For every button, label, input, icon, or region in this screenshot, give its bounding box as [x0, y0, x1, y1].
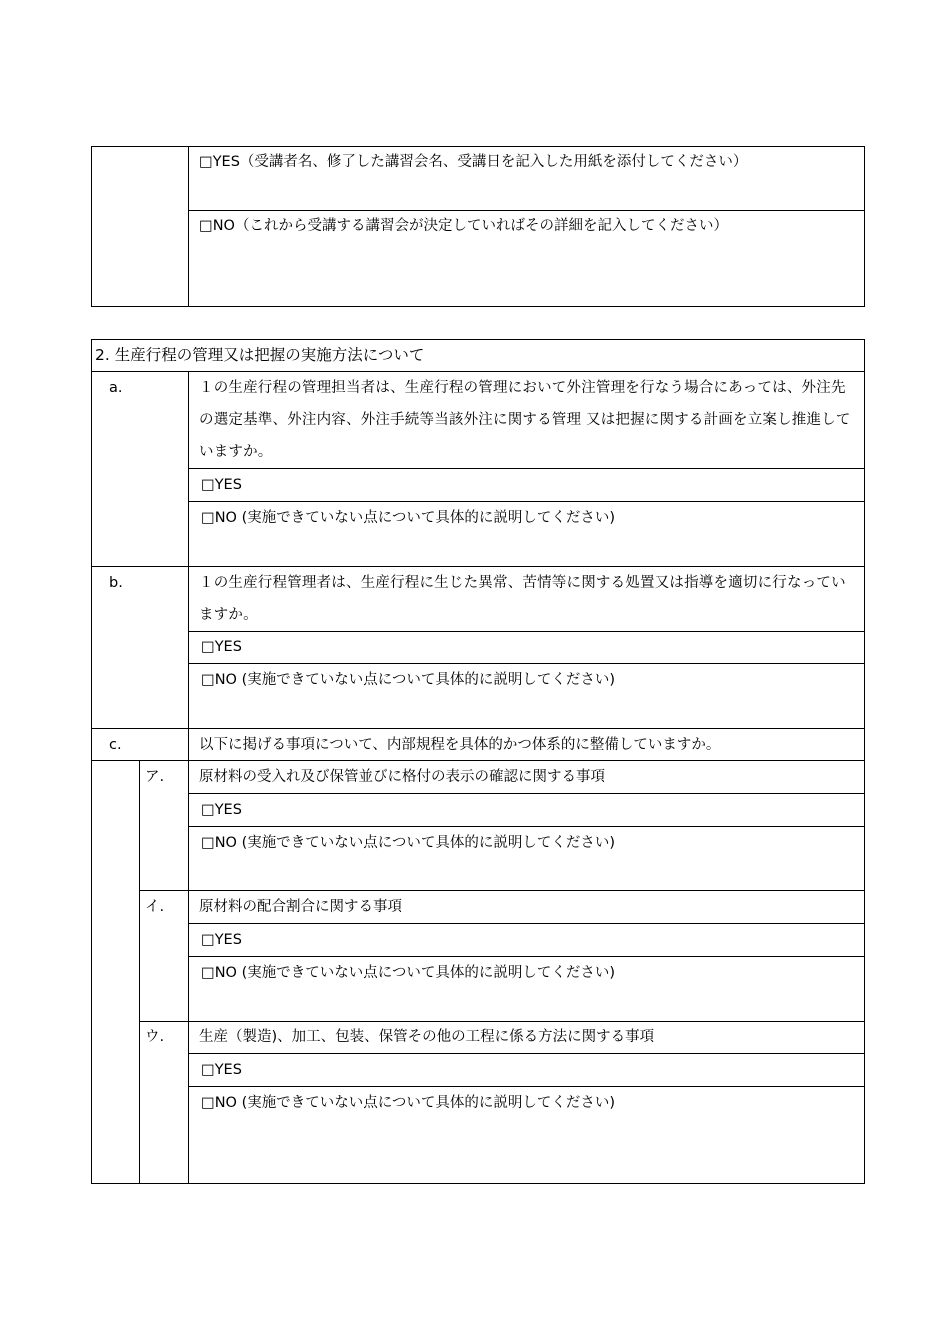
- subitem-a-bottom-line: [139, 890, 865, 891]
- subitem-u-no-option[interactable]: □NO (実施できていない点について具体的に説明してください): [201, 1095, 616, 1111]
- subitem-i-label: イ.: [145, 899, 165, 915]
- label-column-divider: [188, 371, 189, 1184]
- table1-no-option[interactable]: □NO（これから受講する講習会が決定していればその詳細を記入してください）: [199, 218, 728, 234]
- item-a-divider-2: [188, 501, 865, 502]
- subitem-u-divider-2: [188, 1086, 865, 1087]
- subitem-i-bottom-line: [139, 1021, 865, 1022]
- sublabel-column-divider: [139, 760, 140, 1184]
- item-a-divider-1: [188, 468, 865, 469]
- subitem-u-divider-1: [188, 1053, 865, 1054]
- table1-yes-option[interactable]: □YES（受講者名、修了した講習会名、受講日を記入した用紙を添付してください）: [199, 154, 748, 170]
- item-c-label: c.: [109, 737, 122, 753]
- subitem-a-question: 原材料の受入れ及び保管並びに格付の表示の確認に関する事項: [199, 769, 605, 785]
- item-b-bottom-line: [91, 728, 865, 729]
- item-b-label: b.: [109, 575, 123, 591]
- subitem-i-question: 原材料の配合割合に関する事項: [199, 899, 402, 915]
- item-b-no-option[interactable]: □NO (実施できていない点について具体的に説明してください): [201, 672, 616, 688]
- subitem-u-label: ウ.: [145, 1029, 165, 1045]
- subitem-i-divider-2: [188, 956, 865, 957]
- subitem-u-yes-option[interactable]: □YES: [201, 1062, 242, 1078]
- table1-column-divider: [188, 146, 189, 307]
- subitem-a-divider-2: [188, 826, 865, 827]
- item-b-yes-option[interactable]: □YES: [201, 639, 242, 655]
- item-c-bottom-line: [91, 760, 865, 761]
- subitem-a-no-option[interactable]: □NO (実施できていない点について具体的に説明してください): [201, 835, 616, 851]
- item-b-divider-1: [188, 631, 865, 632]
- subitem-i-divider-1: [188, 923, 865, 924]
- subitem-i-no-option[interactable]: □NO (実施できていない点について具体的に説明してください): [201, 965, 616, 981]
- table1-row-divider: [188, 210, 865, 211]
- section2-title: 2. 生産行程の管理又は把握の実施方法について: [95, 346, 425, 364]
- subitem-i-yes-option[interactable]: □YES: [201, 932, 242, 948]
- subitem-u-question: 生産（製造)、加工、包装、保管その他の工程に係る方法に関する事項: [199, 1029, 655, 1045]
- item-a-label: a.: [109, 380, 123, 396]
- item-c-question: 以下に掲げる事項について、内部規程を具体的かつ体系的に整備していますか。: [199, 737, 721, 753]
- item-a-no-option[interactable]: □NO (実施できていない点について具体的に説明してください): [201, 510, 616, 526]
- item-a-question: １の生産行程の管理担当者は、生産行程の管理において外注管理を行なう場合にあっては、外注先の選定基準、外注内容、外注手続等当該外注に関する管理 又は把握に関する計画を立案し推進していますか。: [199, 380, 851, 460]
- item-b-question: １の生産行程管理者は、生産行程に生じた異常、苦情等に関する処置又は指導を適切に行なっていますか。: [199, 575, 846, 623]
- item-b-divider-2: [188, 663, 865, 664]
- item-a-yes-option[interactable]: □YES: [201, 477, 242, 493]
- subitem-a-yes-option[interactable]: □YES: [201, 802, 242, 818]
- subitem-a-divider-1: [188, 793, 865, 794]
- subitem-a-label: ア.: [145, 769, 165, 785]
